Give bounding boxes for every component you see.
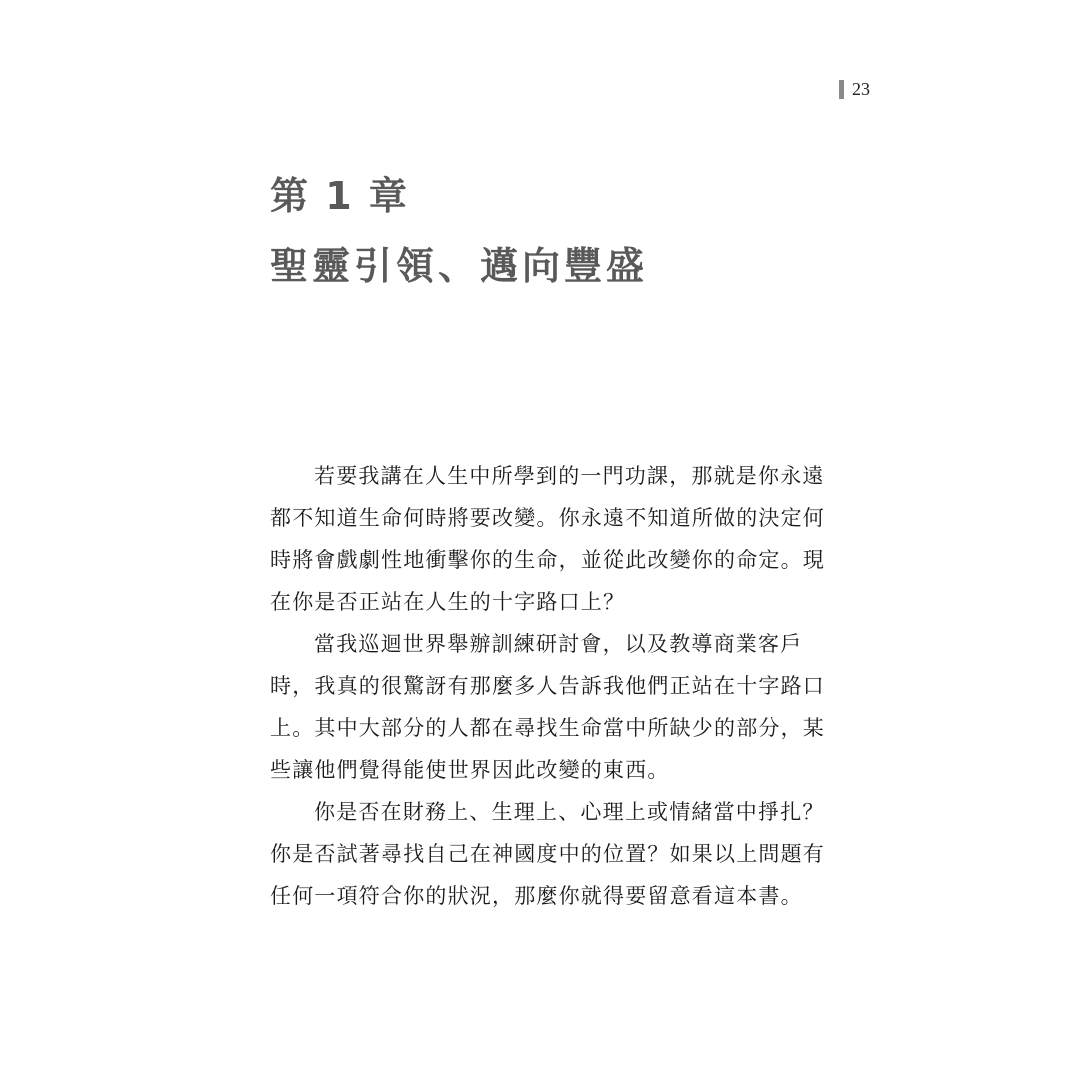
paragraph-2-line-2: 時，我真的很驚訝有那麼多人告訴我他們正站在十字路口 — [270, 674, 825, 698]
page-marker-bar — [839, 80, 844, 99]
paragraph-3-line-1: 你是否在財務上、生理上、心理上或情緒當中掙扎？ — [314, 800, 825, 824]
paragraph-2-line-4: 些讓他們覺得能使世界因此改變的東西。 — [270, 758, 670, 782]
paragraph-1-line-2: 都不知道生命何時將要改變。你永遠不知道所做的決定何 — [270, 506, 825, 530]
paragraph-1-line-3: 時將會戲劇性地衝擊你的生命，並從此改變你的命定。現 — [270, 548, 825, 572]
chapter-title: 聖靈引領、邁向豐盛 — [270, 244, 649, 288]
chapter-label: 第 1 章 — [270, 174, 409, 218]
page-number: 23 — [852, 79, 870, 99]
paragraph-2-line-1: 當我巡迴世界舉辦訓練研討會，以及教導商業客戶 — [314, 632, 803, 656]
paragraph-1-line-1: 若要我講在人生中所學到的一門功課，那就是你永遠 — [314, 464, 825, 488]
paragraph-3-line-2: 你是否試著尋找自己在神國度中的位置？如果以上問題有 — [270, 842, 825, 866]
paragraph-3-line-3: 任何一項符合你的狀況，那麼你就得要留意看這本書。 — [270, 884, 803, 908]
paragraph-2-line-3: 上。其中大部分的人都在尋找生命當中所缺少的部分，某 — [270, 716, 825, 740]
paragraph-1-line-4: 在你是否正站在人生的十字路口上？ — [270, 590, 626, 614]
body-text — [270, 455, 825, 917]
